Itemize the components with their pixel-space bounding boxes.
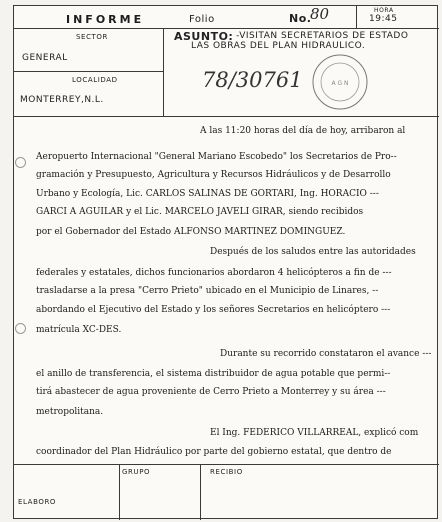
recibio-label: RECIBIO: [210, 468, 243, 476]
asunto-line2: LAS OBRAS DEL PLAN HIDRAULICO.: [191, 41, 366, 51]
body-line: abordando el Ejecutivo del Estado y los señores Secretarios en helicóptero ---: [36, 305, 391, 315]
body-line: federales y estatales, dichos funcionarios abordaron 4 helicópteros a fin de ---: [36, 268, 392, 278]
punch-hole-icon: [15, 323, 26, 334]
body-line: coordinador del Plan Hidráulico por parte del gobierno estatal, que dentro de: [36, 447, 392, 457]
sector-label: SECTOR: [76, 33, 109, 41]
number-value: 80: [310, 5, 330, 23]
grupo-label: GRUPO: [122, 468, 151, 476]
handwritten-reference: 78/30761: [202, 68, 303, 92]
sector-value: GENERAL: [22, 53, 68, 63]
localidad-value: MONTERREY,N.L.: [20, 95, 104, 105]
svg-text:A G N: A G N: [331, 80, 349, 87]
form-title: INFORME: [66, 13, 145, 26]
punch-hole-icon: [15, 157, 26, 168]
body-line: metropolitana.: [36, 407, 104, 417]
body-line: tirá abastecer de agua proveniente de Cerro Prieto a Monterrey y su área ---: [36, 387, 386, 397]
body-line: A las 11:20 horas del día de hoy, arribaron al: [200, 126, 406, 136]
body-line: el anillo de transferencia, el sistema distribuidor de agua potable que permi--: [36, 369, 391, 379]
asunto-label: ASUNTO:: [174, 30, 234, 43]
body-line: El Ing. FEDERICO VILLARREAL, explicó com: [210, 428, 419, 438]
localidad-label: LOCALIDAD: [72, 76, 118, 84]
body-line: GARCI A AGUILAR y el Lic. MARCELO JAVELI GIRAR, siendo recibidos: [36, 207, 364, 217]
body-line: matrícula XC-DES.: [36, 325, 122, 335]
report-form: [13, 5, 438, 519]
body-line: Durante su recorrido constataron el avance ---: [220, 349, 432, 359]
hora-value: 19:45: [369, 14, 398, 24]
elaboro-label: ELABORO: [18, 498, 57, 506]
body-line: Después de los saludos entre las autoridades: [210, 247, 416, 257]
hora-label: HORA: [374, 7, 394, 14]
body-line: Urbano y Ecología, Lic. CARLOS SALINAS DE GORTARI, Ing. HORACIO ---: [36, 189, 379, 199]
body-line: gramación y Presupuesto, Agricultura y Recursos Hidráulicos y de Desarrollo: [36, 170, 391, 180]
asunto-line1: -VISITAN SECRETARIOS DE ESTADO: [236, 31, 409, 41]
body-line: Aeropuerto Internacional "General Mariano Escobedo" los Secretarios de Pro--: [36, 152, 397, 162]
body-line: por el Gobernador del Estado ALFONSO MARTINEZ DOMINGUEZ.: [36, 227, 346, 237]
number-label: No.: [289, 12, 312, 25]
body-line: trasladarse a la presa "Cerro Prieto" ubicado en el Municipio de Linares, --: [36, 286, 379, 296]
folio-label: Folio: [189, 14, 215, 25]
archive-seal-icon: [310, 52, 370, 112]
